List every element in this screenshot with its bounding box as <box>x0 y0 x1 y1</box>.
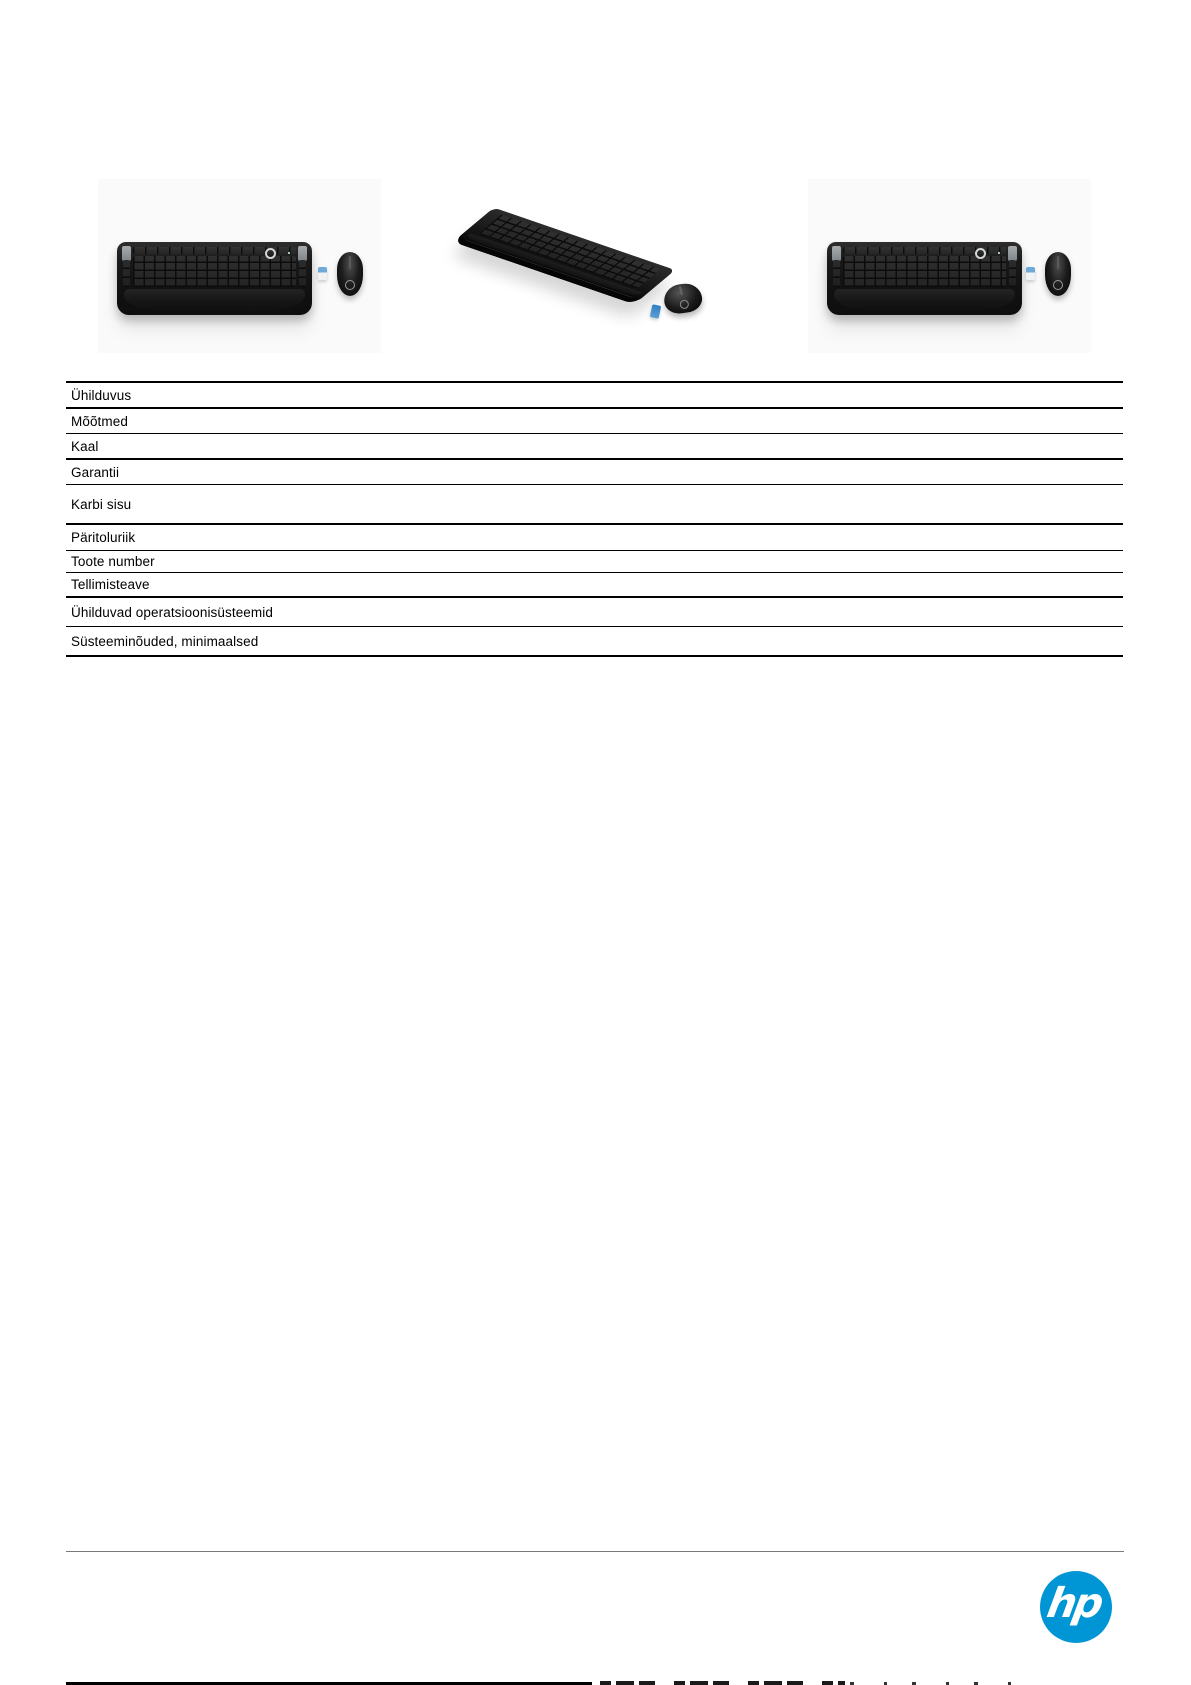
hp-logo <box>1040 1571 1112 1643</box>
keyboard-side-keys <box>1009 260 1016 287</box>
footer-divider <box>66 1551 1124 1552</box>
spec-row-6 <box>66 550 1123 572</box>
spec-row-label: Mõõtmed <box>71 413 128 429</box>
hp-logo-icon <box>975 248 986 259</box>
keyboard-wrist-rest <box>834 289 1015 311</box>
power-led <box>998 252 1000 254</box>
keyboard-side-keys <box>833 260 840 287</box>
usb-dongle-icon <box>650 304 662 319</box>
spec-row-9 <box>66 626 1123 655</box>
keyboard-side-keys <box>123 260 130 287</box>
spec-row-4 <box>66 484 1123 523</box>
spec-row-7 <box>66 572 1123 596</box>
product-photo-center-angled-view <box>440 205 705 330</box>
usb-dongle-icon <box>318 267 327 280</box>
power-led <box>288 252 290 254</box>
spec-row-0 <box>66 381 1123 407</box>
spec-table <box>66 381 1123 657</box>
spec-row-label: Toote number <box>71 554 155 569</box>
spec-row-8 <box>66 596 1123 626</box>
keyboard-wrist-rest <box>124 289 305 311</box>
product-photo-left-top-view <box>98 179 381 353</box>
spec-row-label: Karbi sisu <box>71 496 132 512</box>
hp-logo-text: hp <box>1043 1578 1105 1627</box>
keyboard-top-view <box>827 242 1022 315</box>
mouse-angled-view <box>662 281 704 315</box>
mouse-top-view <box>337 252 363 296</box>
spec-row-label: Süsteeminõuded, minimaalsed <box>71 633 259 649</box>
product-photo-right-top-view <box>808 179 1091 353</box>
keyboard-angled-view <box>453 207 676 304</box>
spec-row-label: Ühilduvad operatsioonisüsteemid <box>71 604 273 620</box>
keyboard-top-view <box>117 242 312 315</box>
usb-dongle-icon <box>1026 267 1035 280</box>
keyboard-corner-key <box>122 246 131 261</box>
spec-row-5 <box>66 523 1123 550</box>
spec-row-label: Päritoluriik <box>71 530 136 545</box>
spec-row-label: Garantii <box>71 464 120 480</box>
mouse-top-view <box>1045 252 1071 296</box>
spec-row-label: Tellimisteave <box>71 577 150 592</box>
keyboard-keys <box>843 256 1006 287</box>
cut-off-footer-text <box>600 1681 845 1685</box>
spec-row-1 <box>66 407 1123 433</box>
spec-row-3 <box>66 458 1123 484</box>
spec-row-label: Kaal <box>71 438 99 454</box>
keyboard-side-keys <box>299 260 306 287</box>
spec-row-2 <box>66 433 1123 458</box>
keyboard-corner-key <box>832 246 841 261</box>
hp-logo-icon <box>265 248 276 259</box>
keyboard-keys <box>133 256 296 287</box>
keyboard-corner-key <box>298 246 307 261</box>
keyboard-corner-key <box>1008 246 1017 261</box>
spec-row-label: Ühilduvus <box>71 387 132 403</box>
